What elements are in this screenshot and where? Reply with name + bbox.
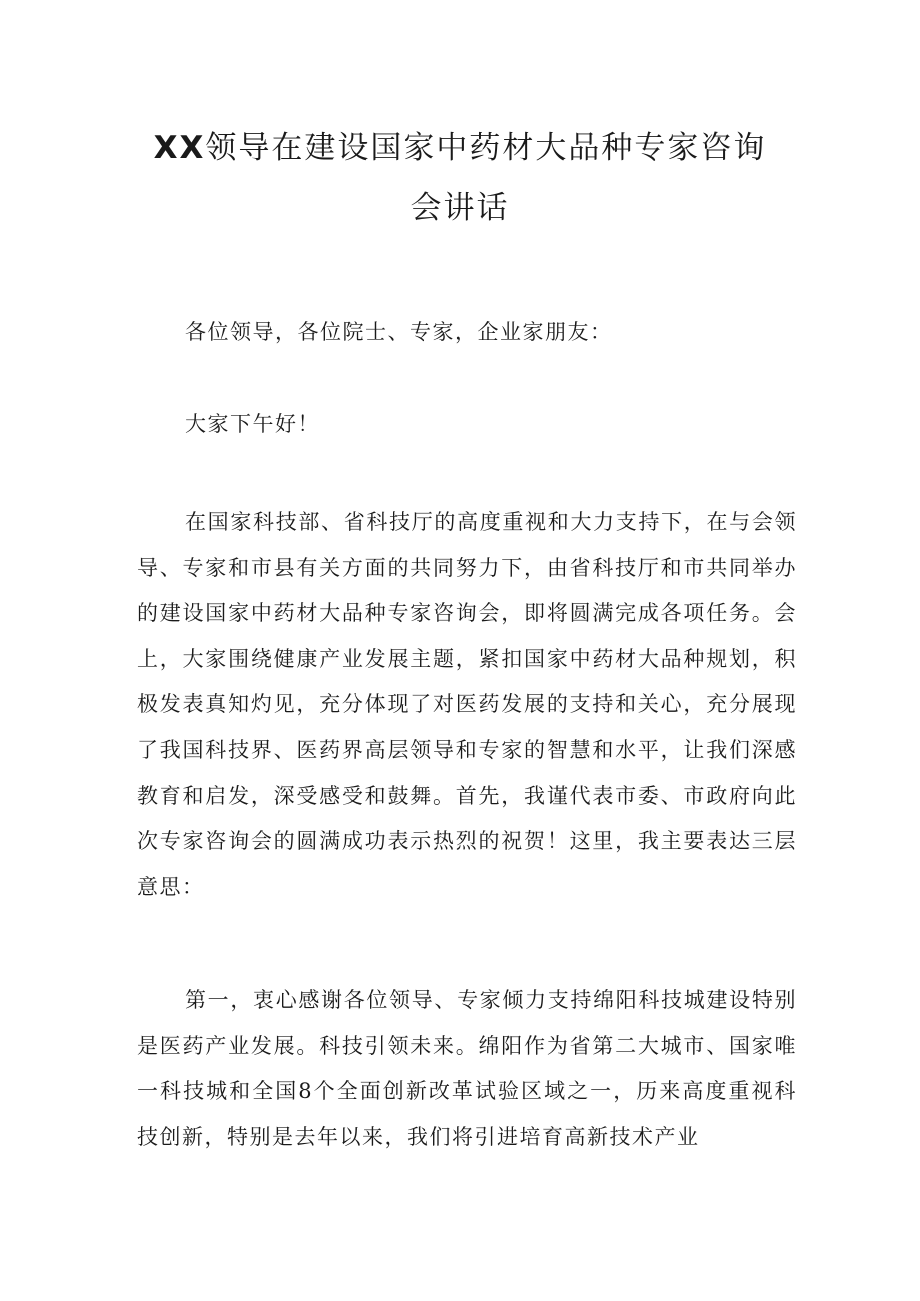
first-point-paragraph: 第一，衷心感谢各位领导、专家倾力支持绵阳科技城建设特别是医药产业发展。科技引领未来。绵阳作为省第二大城市、国家唯一科技城和全国8个全面创新改革试验区域之一，历来高度重视科技创新，特别是去年以来，我们将引进培育高新技术产业 bbox=[137, 988, 797, 1149]
title-line-1-text: 领导在建设国家中药材大品种专家咨询 bbox=[205, 130, 767, 166]
greeting-paragraph: 各位领导，各位院士、专家，企业家朋友： bbox=[185, 320, 613, 344]
title-prefix: XX bbox=[153, 130, 206, 166]
hello-paragraph: 大家下午好！ bbox=[185, 412, 320, 436]
document-title-line-1 bbox=[100, 118, 820, 178]
intro-paragraph: 在国家科技部、省科技厅的高度重视和大力支持下，在与会领导、专家和市县有关方面的共同努力下，由省科技厅和市共同举办的建设国家中药材大品种专家咨询会，即将圆满完成各项任务。会上，大家围绕健康产业发展主题，紧扣国家中药材大品种规划，积极发表真知灼见，充分体现了对医药发展的支持和关心，充分展现了我国科技界、医药界高层领导和专家的智慧和水平，让我们深感教育和启发，深受感受和鼓舞。首先，我谨代表市委、市政府向此次专家咨询会的圆满成功表示热烈的祝贺！这里，我主要表达三层意思： bbox=[137, 510, 797, 899]
document-title-line-2: 会讲话 bbox=[410, 190, 510, 226]
